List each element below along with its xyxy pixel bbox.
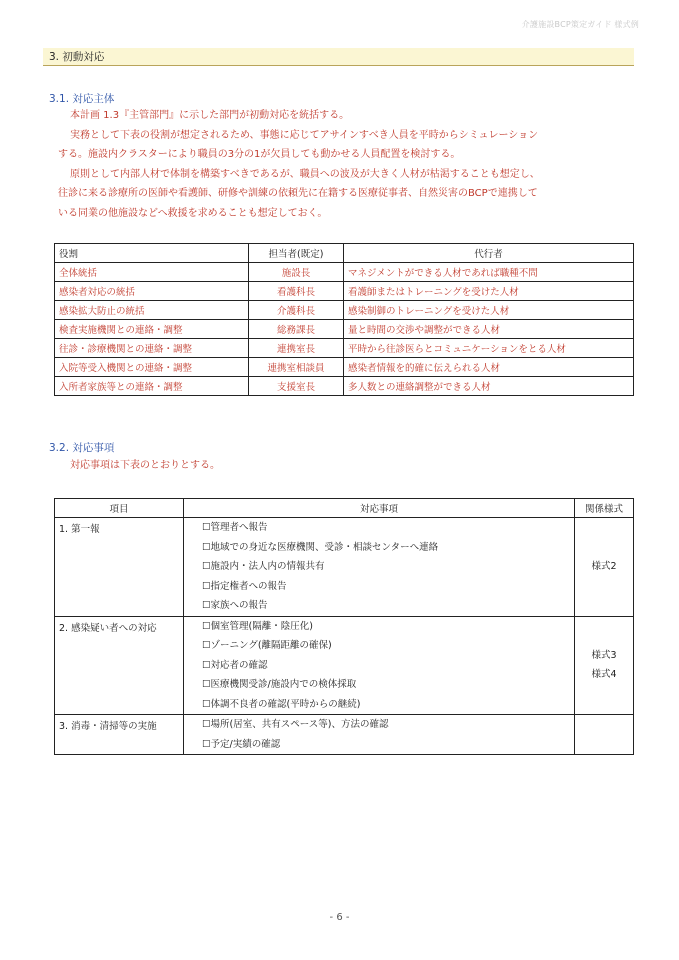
subsection-heading-3-2: 3.2. 対応事項 [49, 442, 115, 454]
actions-table [54, 498, 634, 755]
role-cell: 感染者対応の統括 [55, 282, 249, 301]
item-cell: 1. 第一報 [55, 518, 184, 617]
form-reference: 様式2 [591, 561, 617, 572]
table-row [55, 377, 634, 396]
checklist-item: ☐対応者の確認 [202, 659, 268, 671]
roles-table [54, 243, 634, 396]
checklist-item: ☐体調不良者の確認(平時からの継続) [202, 698, 361, 710]
role-cell: 入院等受入機関との連絡・調整 [55, 358, 249, 377]
alternate-cell: 多人数との連絡調整ができる人材 [344, 377, 634, 396]
form-cell [575, 616, 634, 715]
checklist-item: ☐家族への報告 [202, 600, 268, 611]
table-header-row [55, 499, 634, 518]
role-cell: 入所者家族等との連絡・調整 [55, 377, 249, 396]
table-row [55, 282, 634, 301]
section-title: 3. 初動対応 [43, 48, 634, 66]
paragraph-3-2 [58, 456, 638, 476]
person-cell: 介護科長 [249, 301, 344, 320]
role-cell: 往診・診療機関との連絡・調整 [55, 339, 249, 358]
person-cell: 総務課長 [249, 320, 344, 339]
person-cell: 支援室長 [249, 377, 344, 396]
checklist-item: ☐地域での身近な医療機関、受診・相談センターへ連絡 [202, 541, 439, 553]
column-header: 対応事項 [184, 499, 575, 518]
alternate-cell: 平時から往診医らとコミュニケーションをとる人材 [344, 339, 634, 358]
alternate-cell: 感染制御のトレーニングを受けた人材 [344, 301, 634, 320]
checklist-item: ☐指定権者への報告 [202, 580, 287, 592]
checklist-item: ☐ゾーニング(離隔距離の確保) [202, 640, 332, 651]
person-cell: 連携室相談員 [249, 358, 344, 377]
response-cell [184, 616, 575, 715]
paragraph-line: 対応事項は下表のとおりとする。 [70, 460, 220, 471]
alternate-cell: 感染者情報を的確に伝えられる人材 [344, 358, 634, 377]
paragraph-line: 往診に来る診療所の医師や看護師、研修や訓練の依頼先に在籍する医療従事者、自然災害のBCPで連携して [58, 188, 538, 199]
response-cell [184, 518, 575, 617]
form-cell [575, 715, 634, 755]
checklist-item: ☐場所(居室、共有スペース等)、方法の確認 [202, 719, 389, 730]
alternate-cell: 看護師またはトレーニングを受けた人材 [344, 282, 634, 301]
paragraph-line: 本計画 1.3『主管部門』に示した部門が初動対応を統括する。 [70, 110, 350, 121]
paragraph-line: 実務として下表の役割が想定されるため、事態に応じてアサインすべき人員を平時からシミュレーション [70, 129, 539, 141]
item-cell: 3. 消毒・清掃等の実施 [55, 715, 184, 755]
response-cell [184, 715, 575, 755]
checklist-item: ☐医療機関受診/施設内での検体採取 [202, 679, 357, 690]
table-row [55, 518, 634, 617]
form-reference: 様式4 [591, 669, 617, 681]
paragraph-3-1 [58, 106, 638, 223]
column-header: 担当者(既定) [249, 244, 344, 263]
checklist-item: ☐予定/実績の確認 [202, 738, 281, 750]
subsection-heading-3-1: 3.1. 対応主体 [49, 93, 115, 105]
person-cell: 連携室長 [249, 339, 344, 358]
paragraph-line: いる同業の他施設などへ救援を求めることも想定しておく。 [58, 207, 328, 219]
item-cell: 2. 感染疑い者への対応 [55, 616, 184, 715]
table-row [55, 320, 634, 339]
role-cell: 全体統括 [55, 263, 249, 282]
column-header: 代行者 [344, 244, 634, 263]
paragraph-line: する。施設内クラスターにより職員の3分の1が欠員しても動かせる人員配置を検討する。 [58, 149, 461, 160]
table-header-row [55, 244, 634, 263]
column-header: 役割 [55, 244, 249, 263]
form-cell [575, 518, 634, 617]
role-cell: 感染拡大防止の統括 [55, 301, 249, 320]
checklist-item: ☐施設内・法人内の情報共有 [202, 561, 325, 572]
paragraph-line: 原則として内部人材で体制を構築すべきであるが、職員への波及が大きく人材が枯渇することも想定し、 [70, 168, 540, 180]
alternate-cell: 量と時間の交渉や調整ができる人材 [344, 320, 634, 339]
page-number: - 6 - [329, 912, 350, 923]
role-cell: 検査実施機関との連絡・調整 [55, 320, 249, 339]
alternate-cell: マネジメントができる人材であれば職種不問 [344, 263, 634, 282]
checklist-item: ☐個室管理(隔離・陰圧化) [202, 620, 313, 632]
table-row [55, 358, 634, 377]
header-note: 介護施設BCP策定ガイド 様式例 [521, 20, 639, 29]
column-header: 関係様式 [575, 499, 634, 518]
column-header: 項目 [55, 499, 184, 518]
checklist-item: ☐管理者へ報告 [202, 522, 268, 533]
table-row [55, 616, 634, 715]
table-row [55, 715, 634, 755]
table-row [55, 263, 634, 282]
person-cell: 看護科長 [249, 282, 344, 301]
person-cell: 施設長 [249, 263, 344, 282]
table-row [55, 301, 634, 320]
form-reference: 様式3 [591, 649, 617, 661]
table-row [55, 339, 634, 358]
